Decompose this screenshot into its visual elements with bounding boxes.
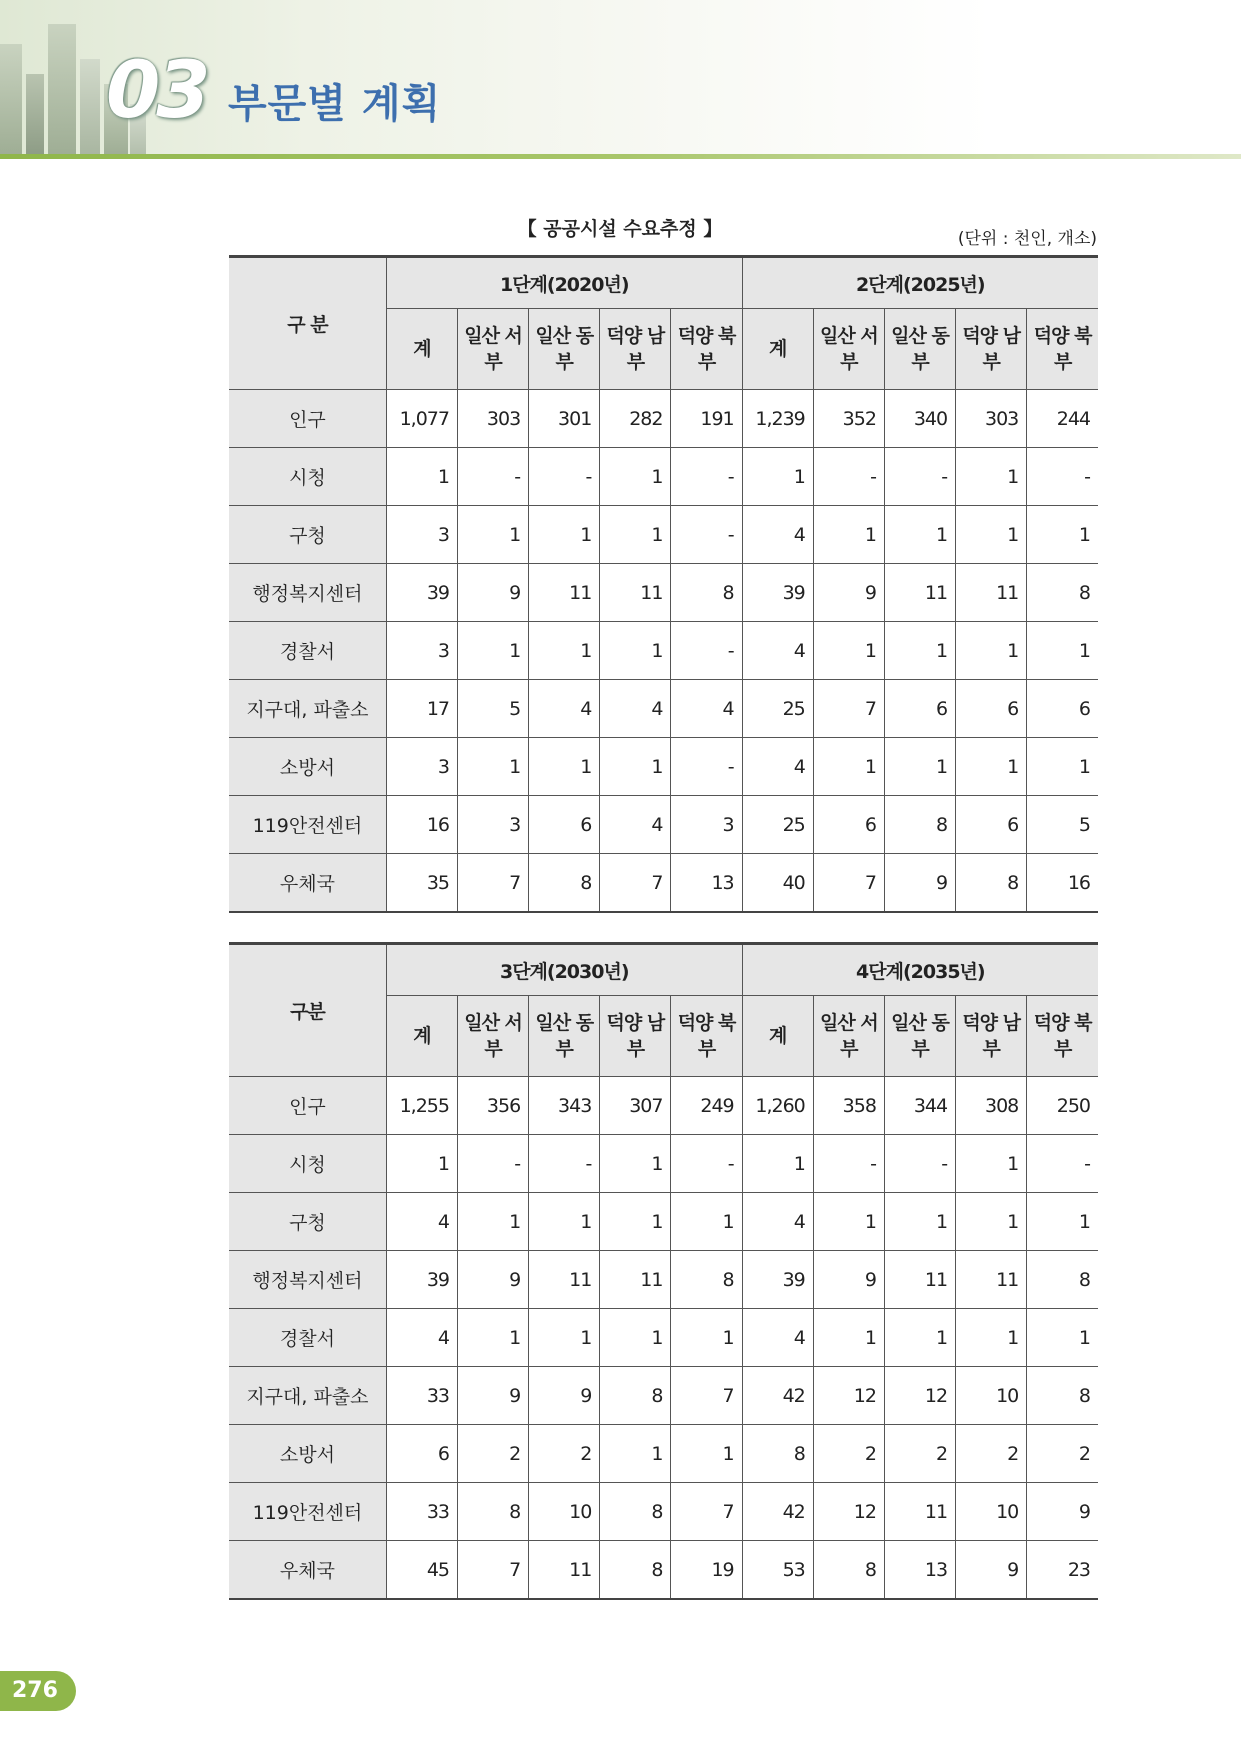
table-cell: 1 [956,738,1027,796]
table-cell: 11 [884,1251,955,1309]
row-label: 구청 [229,1193,386,1251]
table-cell: 282 [600,390,671,448]
table-cell: 9 [813,1251,884,1309]
table-cell: 352 [813,390,884,448]
table-cell: 4 [742,1193,813,1251]
sub-column-header: 덕양 남부 [600,309,671,390]
table-cell: 340 [884,390,955,448]
row-label: 우체국 [229,1541,386,1600]
table-cell: 7 [813,680,884,738]
table-row [229,1425,1098,1483]
table-cell: 1 [956,506,1027,564]
table-cell: 40 [742,854,813,913]
table-cell: 7 [813,854,884,913]
table-cell: 1 [813,1309,884,1367]
table-cell: 343 [529,1077,600,1135]
table-cell: 16 [1027,854,1098,913]
table-cell: 42 [742,1367,813,1425]
table-cell: 9 [458,564,529,622]
table-cell: 7 [671,1483,742,1541]
table-cell: 11 [956,564,1027,622]
table-cell: 3 [458,796,529,854]
table-cell: 8 [600,1483,671,1541]
table-row [229,1193,1098,1251]
table-cell: 8 [529,854,600,913]
table-row [229,506,1098,564]
table-cell: 4 [600,680,671,738]
table-cell: - [813,448,884,506]
table-cell: 1 [386,448,457,506]
table-cell: 1,260 [742,1077,813,1135]
table-cell: 9 [884,854,955,913]
table-cell: 1 [600,1425,671,1483]
table-cell: 13 [671,854,742,913]
table-cell: 1 [884,1193,955,1251]
table-row [229,1135,1098,1193]
table-cell: 11 [529,1251,600,1309]
table-cell: - [813,1135,884,1193]
table-cell: 7 [458,854,529,913]
table-cell: 6 [529,796,600,854]
sub-column-header: 일산 동부 [884,309,955,390]
table-cell: 3 [671,796,742,854]
table-cell: 8 [1027,1251,1098,1309]
table-cell: 45 [386,1541,457,1600]
table-cell: 1 [956,1135,1027,1193]
sub-column-header: 일산 서부 [813,309,884,390]
table-row [229,1483,1098,1541]
table-cell: 9 [458,1251,529,1309]
table-cell: 1 [600,1135,671,1193]
table-cell: 17 [386,680,457,738]
table-cell: 1 [600,506,671,564]
table-row [229,738,1098,796]
table-row [229,564,1098,622]
table-cell: 301 [529,390,600,448]
table-cell: 11 [529,1541,600,1600]
table-cell: 6 [884,680,955,738]
row-label: 경찰서 [229,622,386,680]
table-cell: 1 [884,622,955,680]
table-cell: - [1027,1135,1098,1193]
table-cell: 1 [600,1309,671,1367]
table-row [229,1309,1098,1367]
table-cell: - [458,1135,529,1193]
table-cell: 12 [884,1367,955,1425]
table-cell: 1 [600,622,671,680]
table-cell: 23 [1027,1541,1098,1600]
table-cell: 308 [956,1077,1027,1135]
table-cell: 1 [742,448,813,506]
unit-note: (단위 : 천인, 개소) [957,229,1097,249]
table-cell: 4 [742,1309,813,1367]
table-cell: - [671,1135,742,1193]
table-cell: 11 [956,1251,1027,1309]
table-cell: - [458,448,529,506]
table-cell: 33 [386,1367,457,1425]
chapter-number: 03 [106,46,207,136]
sub-column-header: 일산 동부 [529,996,600,1077]
table-cell: 1 [671,1309,742,1367]
table-cell: 11 [884,564,955,622]
table-cell: 1 [813,1193,884,1251]
row-label: 119안전센터 [229,796,386,854]
table-cell: 8 [671,564,742,622]
row-label: 시청 [229,1135,386,1193]
sub-column-header: 계 [742,996,813,1077]
table-cell: 4 [529,680,600,738]
table-cell: 2 [813,1425,884,1483]
row-label: 행정복지센터 [229,1251,386,1309]
table-cell: 249 [671,1077,742,1135]
table-cell: - [1027,448,1098,506]
table-cell: 2 [458,1425,529,1483]
table-cell: 9 [458,1367,529,1425]
table-cell: 11 [600,564,671,622]
table-cell: 250 [1027,1077,1098,1135]
table-cell: 1 [813,506,884,564]
stage-header: 3단계(2030년) [386,944,742,996]
table-cell: - [884,448,955,506]
table-cell: 7 [671,1367,742,1425]
table-cell: 1 [600,738,671,796]
table-cell: 1 [529,506,600,564]
table-cell: - [671,622,742,680]
table-cell: 10 [956,1483,1027,1541]
table-cell: 3 [386,622,457,680]
row-label: 인구 [229,390,386,448]
stage-header: 4단계(2035년) [742,944,1098,996]
table-cell: 1 [529,622,600,680]
table-cell: 39 [742,1251,813,1309]
table-cell: 4 [671,680,742,738]
table-cell: 2 [884,1425,955,1483]
table-cell: 7 [600,854,671,913]
table-cell: 5 [1027,796,1098,854]
table-cell: 1 [458,622,529,680]
row-label: 소방서 [229,738,386,796]
table-cell: 344 [884,1077,955,1135]
table-cell: 1 [600,448,671,506]
table-cell: 8 [458,1483,529,1541]
table-cell: 11 [884,1483,955,1541]
stage-header: 1단계(2020년) [386,257,742,309]
table-cell: 1 [671,1425,742,1483]
table-cell: 3 [386,506,457,564]
table-cell: 1 [600,1193,671,1251]
table-cell: 6 [956,680,1027,738]
table-cell: 1 [458,1309,529,1367]
table-cell: 303 [458,390,529,448]
table-cell: 303 [956,390,1027,448]
table-cell: 1,239 [742,390,813,448]
table-row [229,680,1098,738]
table-cell: 3 [386,738,457,796]
table-cell: 1 [1027,1309,1098,1367]
table-cell: 19 [671,1541,742,1600]
table-cell: 1 [884,738,955,796]
row-label: 시청 [229,448,386,506]
table-cell: 11 [600,1251,671,1309]
table-cell: 1 [529,1193,600,1251]
table-cell: 6 [956,796,1027,854]
sub-column-header: 덕양 남부 [956,996,1027,1077]
sub-column-header: 덕양 북부 [671,309,742,390]
table-cell: 2 [956,1425,1027,1483]
sub-column-header: 계 [386,309,457,390]
table-row [229,796,1098,854]
table-cell: 1 [956,448,1027,506]
sub-column-header: 일산 동부 [529,309,600,390]
table-cell: 8 [742,1425,813,1483]
sub-column-header: 덕양 북부 [1027,309,1098,390]
table-cell: 1 [458,1193,529,1251]
table-cell: 1 [813,738,884,796]
table-cell: - [529,1135,600,1193]
corner-header: 구 분 [229,257,386,390]
table-cell: 1 [956,1193,1027,1251]
table-cell: 4 [742,622,813,680]
sub-column-header: 일산 서부 [813,996,884,1077]
table-cell: 4 [600,796,671,854]
table-cell: 8 [671,1251,742,1309]
sub-column-header: 계 [386,996,457,1077]
table-cell: 8 [884,796,955,854]
table-cell: 12 [813,1367,884,1425]
table-cell: 8 [1027,564,1098,622]
table-cell: 10 [956,1367,1027,1425]
row-label: 행정복지센터 [229,564,386,622]
table-cell: 1 [458,738,529,796]
table-cell: 1 [386,1135,457,1193]
sub-column-header: 덕양 남부 [956,309,1027,390]
table-cell: - [671,738,742,796]
table-cell: 8 [1027,1367,1098,1425]
table-cell: 7 [458,1541,529,1600]
sub-column-header: 일산 동부 [884,996,955,1077]
table-row [229,854,1098,913]
table-cell: 5 [458,680,529,738]
table-row [229,1251,1098,1309]
table-cell: 6 [386,1425,457,1483]
table-row [229,622,1098,680]
table-cell: 12 [813,1483,884,1541]
table-row [229,390,1098,448]
row-label: 소방서 [229,1425,386,1483]
table-cell: 307 [600,1077,671,1135]
table-cell: 1,255 [386,1077,457,1135]
stage-header: 2단계(2025년) [742,257,1098,309]
table-cell: 39 [386,1251,457,1309]
row-label: 구청 [229,506,386,564]
row-label: 인구 [229,1077,386,1135]
row-label: 경찰서 [229,1309,386,1367]
table-cell: 11 [529,564,600,622]
row-label: 우체국 [229,854,386,913]
table-cell: 1 [956,622,1027,680]
table-cell: 1 [742,1135,813,1193]
table-cell: 42 [742,1483,813,1541]
table-cell: 1 [813,622,884,680]
table-cell: 1 [529,1309,600,1367]
table-cell: 1 [884,506,955,564]
table-cell: 2 [529,1425,600,1483]
sub-column-header: 일산 서부 [458,309,529,390]
table-row [229,448,1098,506]
sub-column-header: 덕양 북부 [1027,996,1098,1077]
table-cell: 356 [458,1077,529,1135]
table-cell: 1 [458,506,529,564]
table-cell: - [671,448,742,506]
table-cell: 35 [386,854,457,913]
sub-column-header: 덕양 북부 [671,996,742,1077]
table-cell: 8 [600,1541,671,1600]
table-cell: 4 [386,1309,457,1367]
table-cell: 1 [956,1309,1027,1367]
table-cell: 1 [1027,622,1098,680]
table-cell: 6 [813,796,884,854]
table-row [229,1077,1098,1135]
demand-table-stage-3-4 [229,942,1098,1600]
table-cell: 1,077 [386,390,457,448]
table-cell: 13 [884,1541,955,1600]
table-cell: 8 [956,854,1027,913]
table-cell: 9 [1027,1483,1098,1541]
table-row [229,1541,1098,1600]
table-cell: 191 [671,390,742,448]
table-cell: 9 [813,564,884,622]
table-cell: - [529,448,600,506]
table-cell: 25 [742,796,813,854]
table-cell: 4 [742,506,813,564]
table-cell: 39 [386,564,457,622]
corner-header: 구분 [229,944,386,1077]
header-divider [0,154,1241,159]
table-cell: 8 [813,1541,884,1600]
chapter-title: 부문별 계획 [228,81,442,127]
table-cell: 53 [742,1541,813,1600]
table-cell: 6 [1027,680,1098,738]
table-cell: 16 [386,796,457,854]
table-cell: 10 [529,1483,600,1541]
row-label: 119안전센터 [229,1483,386,1541]
row-label: 지구대, 파출소 [229,680,386,738]
table-cell: 358 [813,1077,884,1135]
row-label: 지구대, 파출소 [229,1367,386,1425]
table-cell: 4 [742,738,813,796]
demand-table-stage-1-2 [229,255,1098,913]
table-cell: 2 [1027,1425,1098,1483]
table-cell: 1 [671,1193,742,1251]
table-cell: 1 [1027,506,1098,564]
table-cell: 1 [529,738,600,796]
page-number: 276 [0,1671,76,1711]
sub-column-header: 일산 서부 [458,996,529,1077]
table-cell: - [671,506,742,564]
sub-column-header: 계 [742,309,813,390]
table-title: 【 공공시설 수요추정 】 [517,218,723,240]
table-cell: 9 [529,1367,600,1425]
table-cell: 25 [742,680,813,738]
table-cell: 1 [1027,738,1098,796]
table-cell: 8 [600,1367,671,1425]
table-cell: 33 [386,1483,457,1541]
table-cell: 1 [1027,1193,1098,1251]
table-cell: 39 [742,564,813,622]
table-row [229,1367,1098,1425]
table-cell: 1 [884,1309,955,1367]
sub-column-header: 덕양 남부 [600,996,671,1077]
table-cell: 244 [1027,390,1098,448]
table-cell: - [884,1135,955,1193]
table-cell: 4 [386,1193,457,1251]
table-cell: 9 [956,1541,1027,1600]
